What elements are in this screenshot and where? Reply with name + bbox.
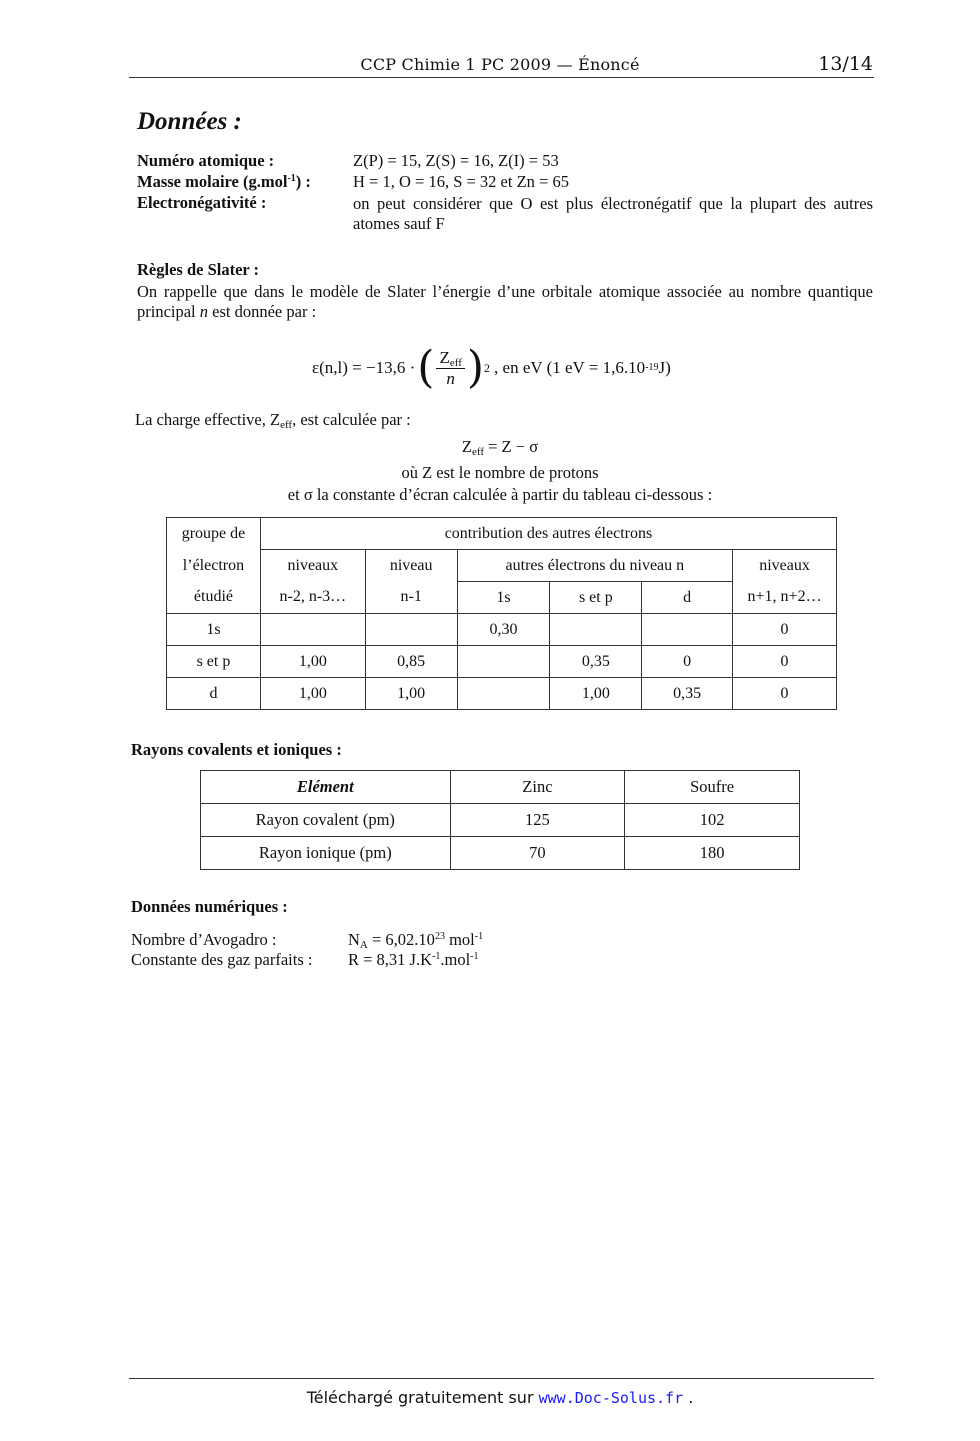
doc-solus-link[interactable]: www.Doc-Solus.fr	[538, 1389, 684, 1407]
zinc-header: Zinc	[450, 771, 625, 804]
sigma-definition: et σ la constante d’écran calculée à partir du tableau ci-dessous :	[287, 485, 713, 504]
footer: Téléchargé gratuitement sur www.Doc-Solus.fr .	[306, 1388, 694, 1407]
soufre-header: Soufre	[625, 771, 800, 804]
zeff-formula: $Z_{eff} = Z - \sigma$	[461, 437, 539, 458]
rayons-title: Rayons covalents et ioniques :	[131, 740, 342, 759]
slater-title: Règles de Slater :	[137, 260, 260, 279]
table-row: s et p 1,00 0,85 0,35 0 0	[167, 646, 837, 678]
molar-mass-value: H = 1, O = 16, S = 32 et Zn = 65	[353, 172, 569, 191]
z-definition: où Z est le nombre de protons	[401, 463, 599, 482]
header-rule	[129, 77, 874, 78]
same-level-header: autres électrons du niveau n	[457, 550, 732, 582]
running-header: CCP Chimie 1 PC 2009 — Énoncé	[360, 55, 640, 74]
footer-rule	[129, 1378, 874, 1379]
element-header: Elément	[201, 771, 451, 804]
slater-energy-formula: ε(n,l) = −13,6 · ( $Z_{eff}$ n ) 2 , en eV (1 eV = 1,6.10 -19 J)	[312, 342, 671, 393]
electronegativity-label: Electronégativité :	[137, 193, 267, 212]
table-row: Rayon ionique (pm) 70 180	[201, 837, 800, 870]
slater-intro: On rappelle que dans le modèle de Slater l’énergie d’une orbitale atomique associée au nombre quantique principal n est donnée par :	[137, 282, 873, 321]
avogadro-label: Nombre d’Avogadro :	[131, 930, 277, 949]
section-title-donnees: Données :	[137, 108, 242, 135]
table-row: Rayon covalent (pm) 125 102	[201, 804, 800, 837]
contribution-header: contribution des autres électrons	[260, 518, 836, 550]
page-number: 13/14	[818, 53, 873, 75]
molar-mass-label: Masse molaire (g.mol$^{-1}$) :	[137, 172, 311, 191]
group-header: groupe de	[167, 518, 261, 550]
table-row: d 1,00 1,00 1,00 0,35 0	[167, 678, 837, 710]
electronegativity-value: on peut considérer que O est plus électronégatif que la plupart des autres atomes sauf F	[353, 194, 873, 233]
gas-constant-value: R = 8,31 $J.K^{-1}.mol^{-1}$	[348, 950, 479, 969]
table-row: 1s 0,30 0	[167, 614, 837, 646]
numeric-data-title: Données numériques :	[131, 897, 288, 916]
gas-constant-label: Constante des gaz parfaits :	[131, 950, 313, 969]
slater-table: groupe de contribution des autres électrons l’électron niveaux niveau autres électrons du niveau n niveaux étudié n-2, n-3… n-1 1s s et p d n+1, n+2… 1s 0,30 0 s et p 1,00 0,85 0,35 0 0 d 1,00 1,00 1,00 0,35 0	[166, 517, 837, 710]
effective-charge-text: La charge effective, $Z_{eff}$, est calculée par :	[135, 410, 411, 431]
avogadro-value: $N_A = 6,02.10^{23}$ mol$^{-1}$	[348, 930, 484, 951]
radii-table	[200, 770, 800, 870]
atomic-number-value: Z(P) = 15, Z(S) = 16, Z(I) = 53	[353, 151, 559, 170]
atomic-number-label: Numéro atomique :	[137, 151, 275, 170]
